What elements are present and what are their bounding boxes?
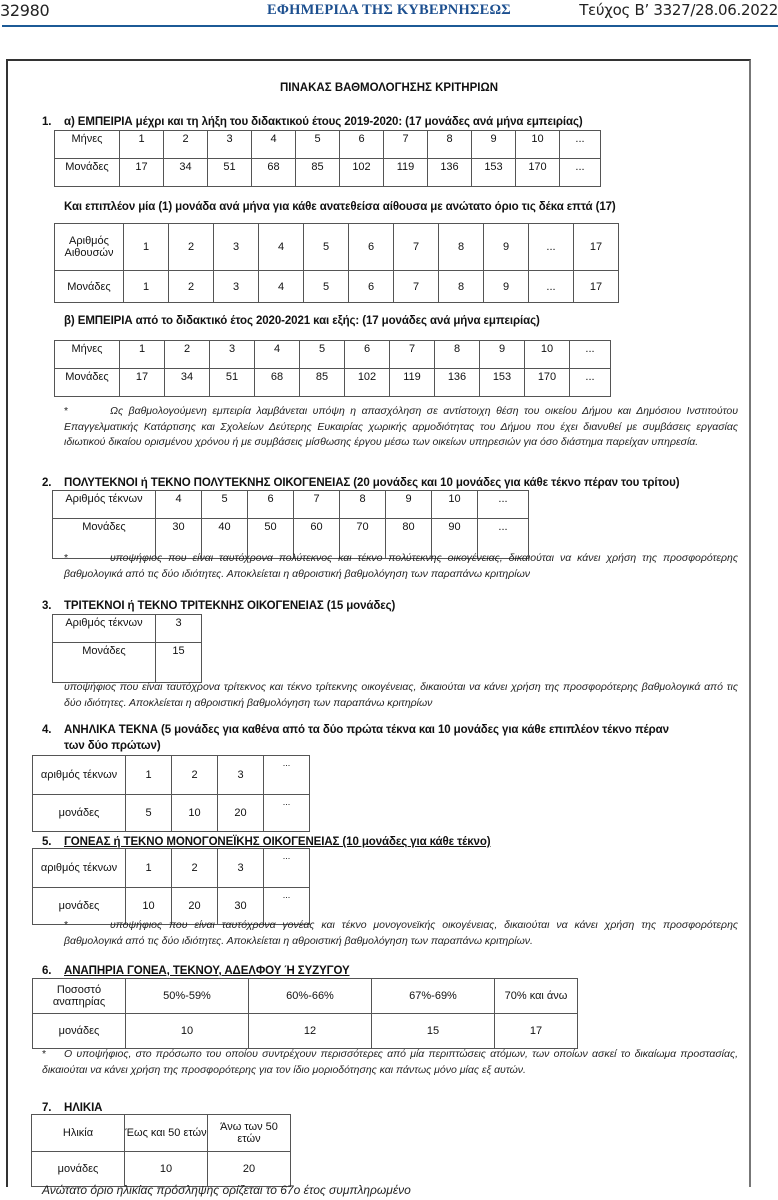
table-row [55, 159, 601, 187]
section-4-heading-cont: των δύο πρώτων) [64, 740, 161, 752]
table-row [53, 615, 202, 643]
table-cell: 3 [156, 615, 202, 643]
table-cell: 30 [218, 888, 264, 925]
section-title: ΑΝΗΛΙΚΑ ΤΕΚΝΑ (5 μονάδες για καθένα από τα δύο πρώτα τέκνα και 10 μονάδες για κάθε επιπλέον τέκνο πέραν [64, 724, 669, 736]
table-cell: 5 [300, 341, 345, 369]
table-cell: 5 [304, 271, 349, 303]
section-number: 3. [42, 600, 52, 612]
table-cell: 6 [349, 271, 394, 303]
table-cell: 4 [252, 131, 296, 159]
table-cell: 30 [156, 519, 202, 559]
section-number: 5. [42, 836, 52, 848]
table-cell: 8 [428, 131, 472, 159]
table-cell: 70 [340, 519, 386, 559]
table-cell: 3 [214, 224, 259, 271]
table-cell: 17 [120, 369, 165, 397]
table-cell: 1 [126, 849, 172, 888]
table-cell: 80 [386, 519, 432, 559]
row-header-cell: μονάδες [33, 795, 126, 832]
row-header-cell: Ποσοστό αναπηρίας [33, 979, 126, 1014]
table-cell: 8 [340, 491, 386, 519]
section-6-note [42, 1047, 738, 1078]
large-family-table [52, 490, 529, 559]
table-cell: 17 [495, 1014, 578, 1049]
table-cell: 20 [208, 1152, 291, 1187]
table-cell: 5 [202, 491, 248, 519]
header-rule [2, 25, 778, 27]
experience-table-b [54, 340, 611, 397]
table-cell: 2 [169, 271, 214, 303]
note-text: υποψήφιος που είναι ταυτόχρονα πολύτεκνος και τέκνο πολύτεκνης οικογένειας, δικαιούται να κάνει χρήση της προσφορότερης βαθμολογικά από τις δύο ιδιότητες. Αποκλείεται η αθροιστική βαθμολόγηση των παραπάνω κριτηρίων [64, 552, 738, 580]
table-cell: 7 [390, 341, 435, 369]
note-text: Ως βαθμολογούμενη εμπειρία λαμβάνεται υπόψη η απασχόληση σε αντίστοιχη θέση του οικείου Δήμου και Δημόσιου Ινστιτούτου Επαγγελματικής Κατάρτισης και Σχολείων Δεύτερης Ευκαιρίας χωρικής αρμοδιότητας του Δήμου που έχει διανυθεί με συμβάσεις εργασίας ιδιωτικού δικαίου ορισμένου χρόνου ή με συμβάσεις μίσθωσης έργου μέσω των οικείων υπηρεσιών για όσο διάστημα παρείχαν υπηρεσία. [64, 405, 738, 448]
section-7-note: Ανώτατο όριο ηλικίας πρόσληψης ορίζεται το 67ο έτος συμπληρωμένο [42, 1183, 411, 1197]
section-number: 4. [42, 724, 52, 736]
table-cell: 7 [384, 131, 428, 159]
section-number: 6. [42, 965, 52, 977]
table-cell: ... [264, 849, 310, 888]
section-number: 2. [42, 477, 52, 489]
table-cell: 6 [248, 491, 294, 519]
asterisk-marker: * [64, 405, 69, 417]
table-cell: 170 [525, 369, 570, 397]
table-cell: 119 [390, 369, 435, 397]
table-cell: 68 [252, 159, 296, 187]
table-cell: 60 [294, 519, 340, 559]
table-cell: 3 [218, 756, 264, 795]
single-parent-table [32, 848, 310, 925]
table-cell: ... [264, 795, 310, 832]
table-cell: 1 [124, 271, 169, 303]
table-row [33, 795, 310, 832]
table-cell: Έως και 50 ετών [125, 1115, 208, 1152]
table-cell: 1 [120, 341, 165, 369]
section-number: 7. [42, 1102, 52, 1114]
section-title: ΓΟΝΕΑΣ ή ΤΕΚΝΟ ΜΟΝΟΓΟΝΕΪΚΗΣ ΟΙΚΟΓΕΝΕΙΑΣ (10 μονάδες για κάθε τέκνο) [64, 836, 491, 848]
section-5-heading [42, 836, 490, 848]
table-cell: 2 [169, 224, 214, 271]
section-4-heading [42, 724, 669, 736]
table-cell: 6 [340, 131, 384, 159]
table-cell: 85 [296, 159, 340, 187]
table-cell: Άνω των 50 ετών [208, 1115, 291, 1152]
table-row [32, 1115, 291, 1152]
row-header-cell: αριθμός τέκνων [33, 849, 126, 888]
section-number: 1. [42, 116, 52, 128]
table-cell: ... [264, 888, 310, 925]
table-row [55, 271, 619, 303]
table-cell: 2 [172, 756, 218, 795]
issue-reference: Τεύχος Β’ 3327/28.06.2022 [579, 1, 778, 19]
table-cell: 40 [202, 519, 248, 559]
document-title: ΠΙΝΑΚΑΣ ΒΑΘΜΟΛΟΓΗΣΗΣ ΚΡΙΤΗΡΙΩΝ [280, 82, 498, 94]
section-3-heading [42, 600, 395, 612]
page-number: 32980 [0, 1, 50, 20]
table-cell: 170 [516, 159, 560, 187]
row-header-cell: μονάδες [33, 1014, 126, 1049]
table-row [53, 491, 529, 519]
table-cell: 17 [574, 271, 619, 303]
table-cell: 4 [156, 491, 202, 519]
table-cell: 34 [164, 159, 208, 187]
row-header-cell: Αριθμός τέκνων [53, 491, 156, 519]
table-cell: ... [478, 491, 529, 519]
table-cell: 119 [384, 159, 428, 187]
table-cell: ... [560, 131, 601, 159]
table-cell: 51 [208, 159, 252, 187]
table-cell: 15 [156, 643, 202, 683]
table-cell: 8 [439, 271, 484, 303]
rooms-table [54, 223, 619, 303]
table-cell: 90 [432, 519, 478, 559]
row-header-cell: Μήνες [55, 131, 120, 159]
disability-table [32, 978, 578, 1049]
row-header-cell: Μονάδες [55, 159, 120, 187]
table-cell: 20 [172, 888, 218, 925]
table-cell: 153 [472, 159, 516, 187]
table-row [32, 1152, 291, 1187]
section-1-heading-a [42, 116, 583, 128]
journal-title: ΕΦΗΜΕΡΙΔΑ ΤΗΣ ΚΥΒΕΡΝΗΣΕΩΣ [267, 2, 511, 18]
table-cell: ... [529, 271, 574, 303]
table-row [53, 643, 202, 683]
table-cell: 10 [172, 795, 218, 832]
table-cell: 10 [432, 491, 478, 519]
table-cell: 9 [386, 491, 432, 519]
section-5-note [64, 918, 738, 949]
row-header-cell: Μονάδες [53, 643, 156, 683]
table-cell: 50 [248, 519, 294, 559]
row-header-cell: μονάδες [32, 1152, 125, 1187]
row-header-cell: Μονάδες [53, 519, 156, 559]
table-cell: ... [264, 756, 310, 795]
table-cell: 7 [294, 491, 340, 519]
table-cell: 153 [480, 369, 525, 397]
table-row [33, 756, 310, 795]
table-cell: 5 [296, 131, 340, 159]
table-cell: 136 [428, 159, 472, 187]
table-cell: 50%-59% [126, 979, 249, 1014]
table-cell: 3 [210, 341, 255, 369]
table-cell: 10 [126, 888, 172, 925]
section-1-subheading-rooms: Και επιπλέον μία (1) μονάδα ανά μήνα για κάθε ανατεθείσα αίθουσα με ανώτατο όριο τις δέκα επτά (17) [64, 201, 616, 213]
table-cell: 6 [345, 341, 390, 369]
row-header-cell: Μήνες [55, 341, 120, 369]
minor-children-table [32, 755, 310, 832]
table-cell: 1 [126, 756, 172, 795]
section-1-note [64, 404, 738, 451]
table-cell: 85 [300, 369, 345, 397]
experience-table-a [54, 130, 601, 187]
section-2-heading [42, 477, 679, 489]
table-cell: 3 [214, 271, 259, 303]
section-3-note: υποψήφιος που είναι ταυτόχρονα τρίτεκνος και τέκνο τρίτεκνης οικογένειας, δικαιούται να κάνει χρήση της προσφορότερης βαθμολογικά από τις δύο ιδιότητες. Αποκλείεται η αθροιστική βαθμολόγηση των παραπάνω κριτηρίων [64, 681, 738, 709]
table-cell: ... [560, 159, 601, 187]
table-row [55, 224, 619, 271]
table-cell: ... [570, 341, 611, 369]
table-cell: 8 [439, 224, 484, 271]
section-title: ΠΟΛΥΤΕΚΝΟΙ ή ΤΕΚΝΟ ΠΟΛΥΤΕΚΝΗΣ ΟΙΚΟΓΕΝΕΙΑΣ (20 μονάδες και 10 μονάδες για κάθε τέκνο πέραν του τρίτου) [64, 477, 680, 489]
asterisk-marker: * [42, 1048, 47, 1060]
table-cell: 3 [218, 849, 264, 888]
table-cell: 9 [484, 271, 529, 303]
table-cell: 4 [255, 341, 300, 369]
table-cell: ... [570, 369, 611, 397]
three-child-family-table [52, 614, 202, 683]
table-row [55, 341, 611, 369]
table-row [33, 849, 310, 888]
table-cell: 2 [172, 849, 218, 888]
section-2-note [64, 551, 738, 582]
table-row [55, 369, 611, 397]
table-cell: 10 [125, 1152, 208, 1187]
table-cell: 3 [208, 131, 252, 159]
section-title: ΑΝΑΠΗΡΙΑ ΓΟΝΕΑ, ΤΕΚΝΟΥ, ΑΔΕΛΦΟΥ Ή ΣΥΖΥΓΟΥ [64, 965, 350, 977]
table-cell: 20 [218, 795, 264, 832]
row-header-cell: Μονάδες [55, 271, 124, 303]
section-6-heading [42, 965, 350, 977]
table-cell: 10 [525, 341, 570, 369]
age-table [31, 1114, 291, 1187]
table-cell: 10 [516, 131, 560, 159]
table-cell: 2 [164, 131, 208, 159]
row-header-cell: Αριθμός Αιθουσών [55, 224, 124, 271]
section-7-heading [42, 1102, 102, 1114]
row-header-cell: Αριθμός τέκνων [53, 615, 156, 643]
table-cell: 2 [165, 341, 210, 369]
row-header-cell: μονάδες [33, 888, 126, 925]
table-cell: 136 [435, 369, 480, 397]
section-1-heading-b: β) ΕΜΠΕΙΡΙΑ από το διδακτικό έτος 2020-2021 και εξής: (17 μονάδες ανά μήνα εμπειρίας) [64, 315, 540, 327]
table-cell: 10 [126, 1014, 249, 1049]
asterisk-marker: * [64, 552, 69, 564]
row-header-cell: Μονάδες [55, 369, 120, 397]
note-text: υποψήφιος που είναι ταυτόχρονα γονέας και τέκνο μονογονεϊκής οικογένειας, δικαιούται να κάνει χρήση της προσφορότερης βαθμολογικά από τις δύο ιδιότητες. Αποκλείεται η αθροιστική βαθμολόγηση των παραπάνω κριτηρίων. [64, 919, 738, 947]
table-cell: ... [529, 224, 574, 271]
section-title: ΤΡΙΤΕΚΝΟΙ ή ΤΕΚΝΟ ΤΡΙΤΕΚΝΗΣ ΟΙΚΟΓΕΝΕΙΑΣ (15 μονάδες) [64, 600, 396, 612]
table-row [55, 131, 601, 159]
table-cell: 9 [472, 131, 516, 159]
table-cell: 8 [435, 341, 480, 369]
table-row [33, 1014, 578, 1049]
table-cell: 12 [249, 1014, 372, 1049]
table-cell: 15 [372, 1014, 495, 1049]
table-cell: 34 [165, 369, 210, 397]
section-title: ΗΛΙΚΙΑ [64, 1102, 103, 1114]
page-header [0, 0, 778, 22]
asterisk-marker: * [64, 919, 69, 931]
table-cell: 1 [124, 224, 169, 271]
table-cell: 7 [394, 271, 439, 303]
table-cell: 102 [345, 369, 390, 397]
table-cell: 4 [259, 271, 304, 303]
section-title: α) ΕΜΠΕΙΡΙΑ μέχρι και τη λήξη του διδακτικού έτους 2019-2020: (17 μονάδες ανά μήνα εμπειρίας) [64, 116, 583, 128]
row-header-cell: αριθμός τέκνων [33, 756, 126, 795]
table-row [33, 979, 578, 1014]
table-cell: 9 [480, 341, 525, 369]
table-cell: 70% και άνω [495, 979, 578, 1014]
table-cell: 102 [340, 159, 384, 187]
table-cell: 17 [120, 159, 164, 187]
table-cell: 5 [304, 224, 349, 271]
table-cell: 6 [349, 224, 394, 271]
table-cell: 7 [394, 224, 439, 271]
table-cell: 1 [120, 131, 164, 159]
table-cell: 60%-66% [249, 979, 372, 1014]
table-cell: 4 [259, 224, 304, 271]
table-cell: 67%-69% [372, 979, 495, 1014]
table-cell: 9 [484, 224, 529, 271]
table-cell: 68 [255, 369, 300, 397]
row-header-cell: Ηλικία [32, 1115, 125, 1152]
table-cell: 17 [574, 224, 619, 271]
note-text: Ο υποψήφιος, στο πρόσωπο του οποίου συντρέχουν περισσότερες από μία περιπτώσεις ατόμων, των οποίων ασκεί το δικαίωμα προστασίας, δικαιούται να κάνει χρήση της προσφορότερης για τον ίδιο μοριοδότησης και πάντως μόνο μίας εξ αυτών. [42, 1048, 738, 1076]
table-cell: ... [478, 519, 529, 559]
table-cell: 51 [210, 369, 255, 397]
table-cell: 5 [126, 795, 172, 832]
